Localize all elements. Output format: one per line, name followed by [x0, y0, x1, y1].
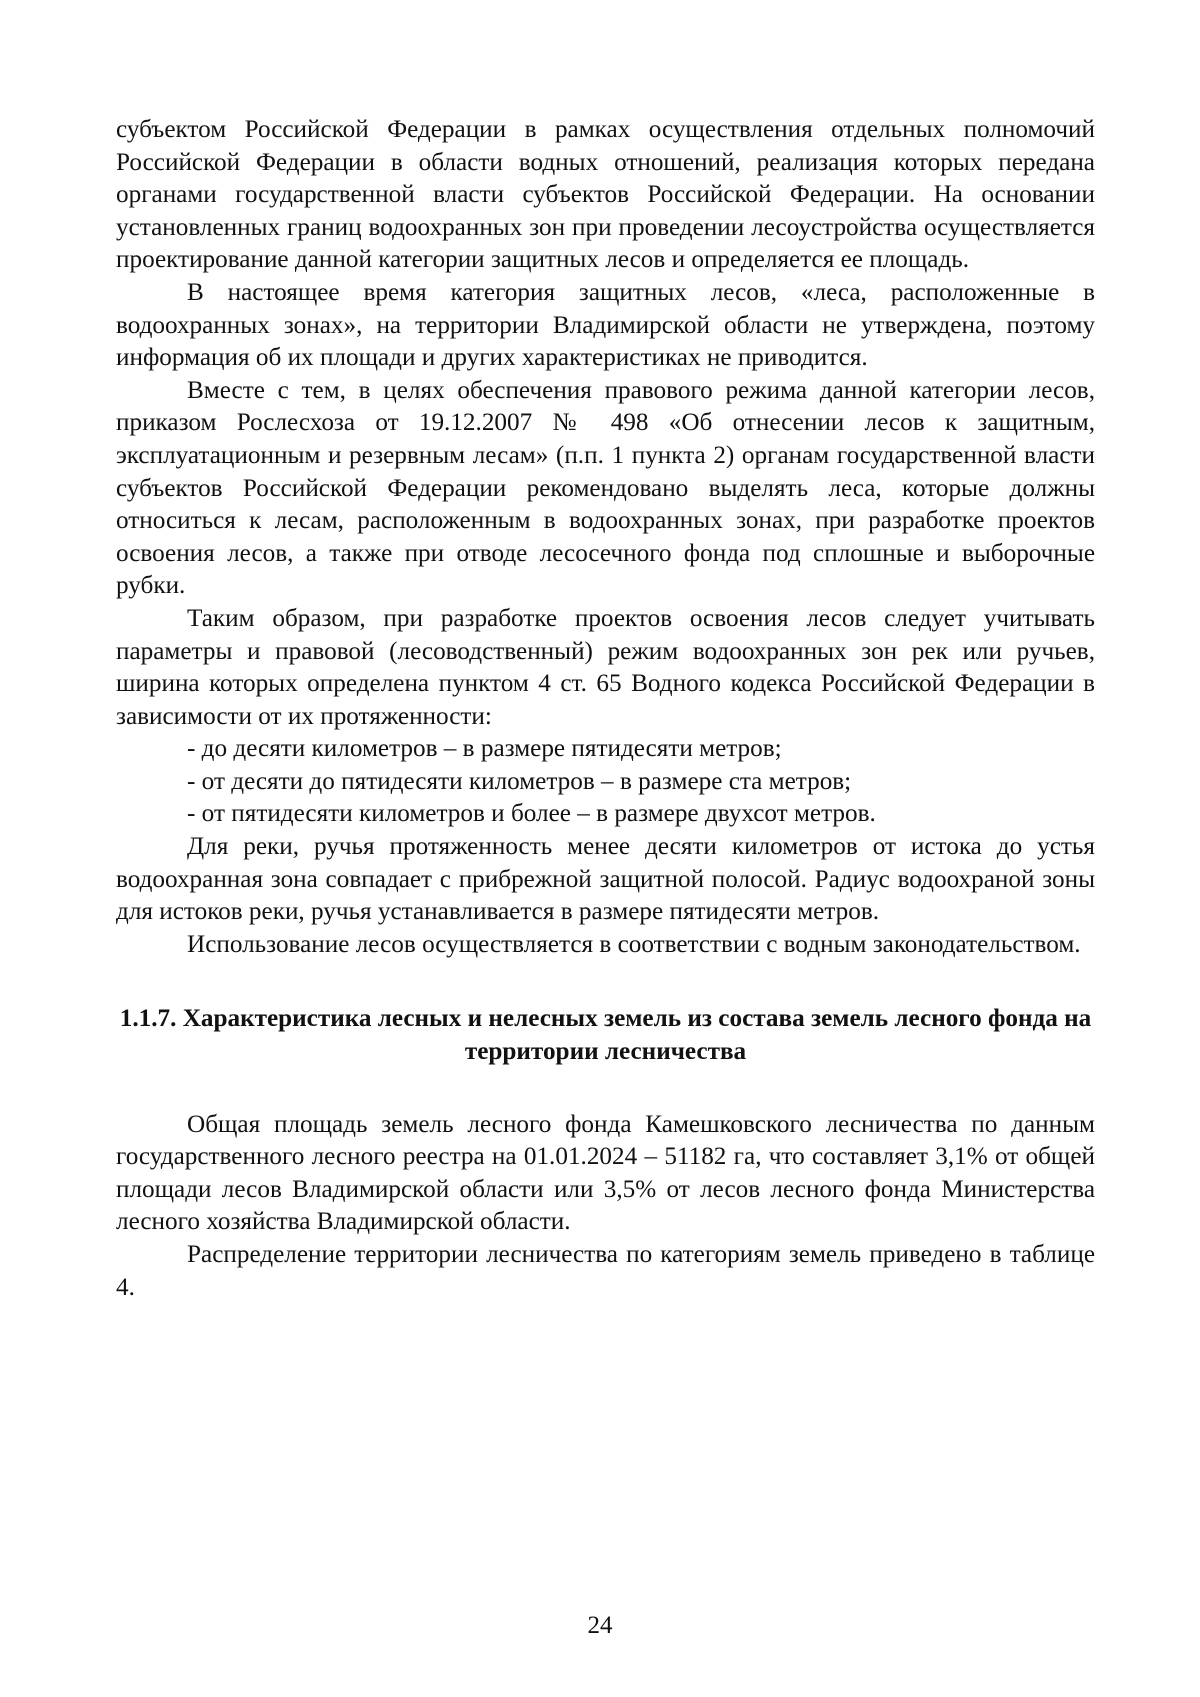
list-item-ten-to-fifty-km: - от десяти до пятидесяти километров – в размере ста метров; — [187, 767, 852, 795]
paragraph-river-source-zone: Для реки, ручья протяженность менее десяти километров от истока до устья водоохранная зона совпадает с прибрежной защитной полосой. Радиус водоохраной зоны для истоков реки, ручья устанавливается в размере пятидесяти метров. — [116, 833, 1095, 926]
paragraph-forest-projects: Таким образом, при разработке проектов освоения лесов следует учитывать параметры и правовой (лесоводственный) режим водоохранных зон рек или ручьев, ширина которых определена пунктом 4 ст. 65 Водного кодекса Российской Федерации в зависимости от их протяженности: — [116, 604, 1095, 730]
page-number: 24 — [587, 1612, 613, 1639]
section-title: 1.1.7. Характеристика лесных и нелесных земель из состава земель лесного фонда на территории лесничества — [119, 1005, 1092, 1066]
list-item-over-fifty-km: - от пятидесяти километров и более – в размере двухсот метров. — [187, 800, 876, 828]
paragraph-water-zones-status: В настоящее время категория защитных лесов, «леса, расположенные в водоохранных зонах», на территории Владимирской области не утверждена, поэтому информация об их площади и других характеристиках не приводится. — [116, 278, 1095, 372]
paragraph-rosleskhoz-order: Вместе с тем, в целях обеспечения правового режима данной категории лесов, приказом Рослесхоза от 19.12.2007 № 498 «Об отнесении лесов к защитным, эксплуатационным и резервным лесам» (п.п. 1 пункта 2) органам государственной власти субъектов Российской Федерации рекомендовано выделять леса, которые должны относиться к лесам, расположенным в водоохранных зонах, при разработке проектов освоения лесов, а также при отводе лесосечного фонда под сплошные и выборочные рубки. — [116, 376, 1095, 600]
paragraph-total-area: Общая площадь земель лесного фонда Камешковского лесничества по данным государственного лесного реестра на 01.01.2024 – 51182 га, что составляет 3,1% от общей площади лесов Владимирской области или 3,5% от лесов лесного фонда Министерства лесного хозяйства Владимирской области. — [116, 1110, 1095, 1236]
paragraph-table-reference: Распределение территории лесничества по категориям земель приведено в таблице 4. — [116, 1241, 1095, 1301]
paragraph-water-legislation: Использование лесов осуществляется в соответствии с водным законодательством. — [187, 930, 1081, 958]
document-page — [116, 114, 1095, 1304]
paragraph-continuation: субъектом Российской Федерации в рамках осуществления отдельных полномочий Российской Федерации в области водных отношений, реализация которых передана органами государственной власти субъектов Российской Федерации. На основании установленных границ водоохранных зон при проведении лесоустройства осуществляется проектирование данной категории защитных лесов и определяется ее площадь. — [116, 116, 1095, 274]
list-item-under-ten-km: - до десяти километров – в размере пятидесяти метров; — [187, 735, 782, 763]
